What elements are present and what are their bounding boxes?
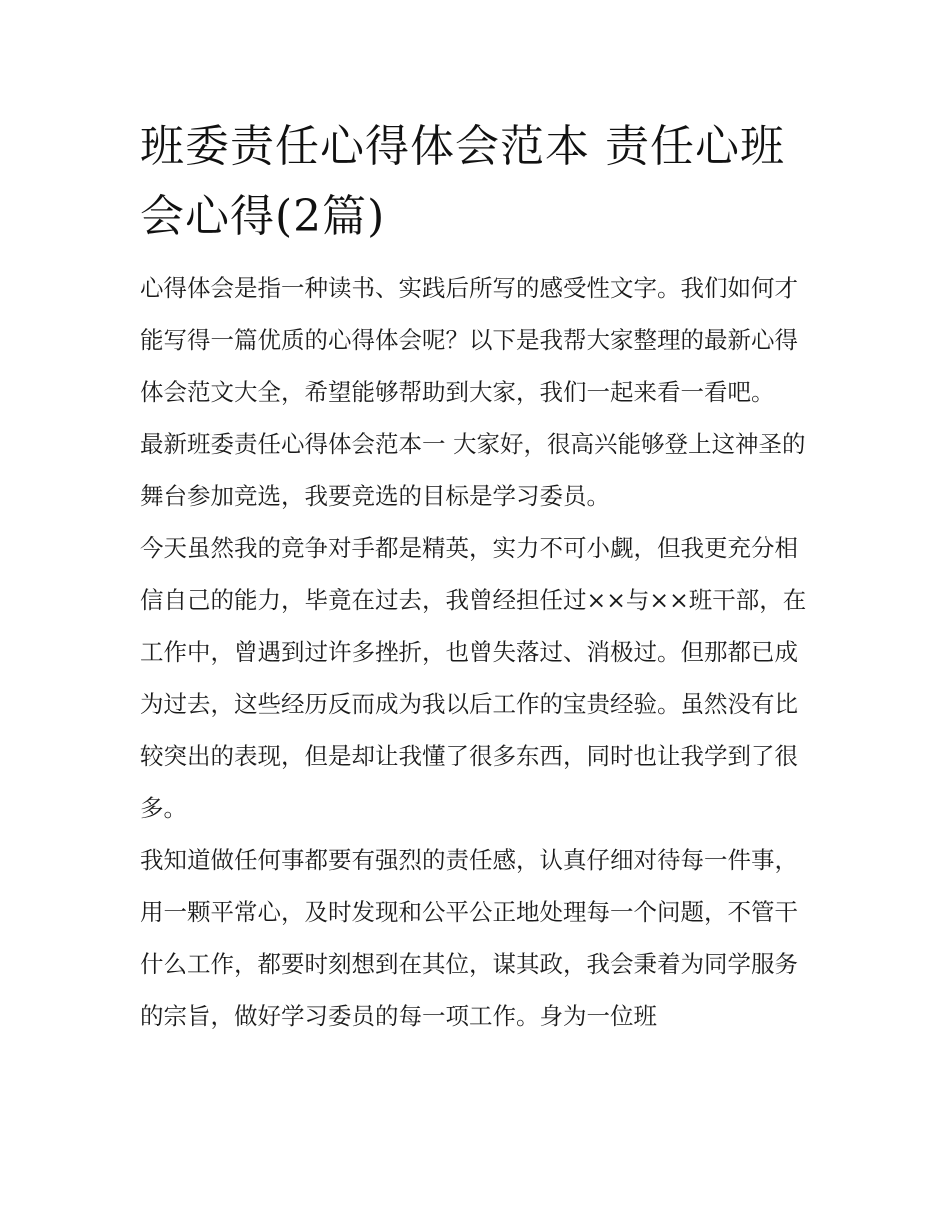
paragraph-speech-opening: 最新班委责任心得体会范本一 大家好，很高兴能够登上这神圣的舞台参加竞选，我要竞选的目标是学习委员。 bbox=[140, 430, 806, 510]
paragraph-experience: 今天虽然我的竞争对手都是精英，实力不可小觑，但我更充分相信自己的能力，毕竟在过去，我曾经担任过××与××班干部，在工作中，曾遇到过许多挫折，也曾失落过、消极过。但那都已成为过去，这些经历反而成为我以后工作的宝贵经验。虽然没有比较突出的表现，但是却让我懂了很多东西，同时也让我学到了很多。 bbox=[140, 534, 807, 822]
document-title: 班委责任心得体会范本 责任心班会心得(2篇) bbox=[140, 121, 785, 242]
document-body bbox=[140, 262, 812, 1042]
paragraph-responsibility: 我知道做任何事都要有强烈的责任感，认真仔细对待每一件事，用一颗平常心，及时发现和公平公正地处理每一个问题，不管干什么工作，都要时刻想到在其位，谋其政，我会秉着为同学服务的宗旨，做好学习委员的每一项工作。身为一位班 bbox=[140, 846, 798, 1030]
document-content bbox=[140, 112, 812, 1042]
paragraph-intro: 心得体会是指一种读书、实践后所写的感受性文字。我们如何才能写得一篇优质的心得体会呢？以下是我帮大家整理的最新心得体会范文大全，希望能够帮助到大家，我们一起来看一看吧。 bbox=[140, 274, 798, 406]
